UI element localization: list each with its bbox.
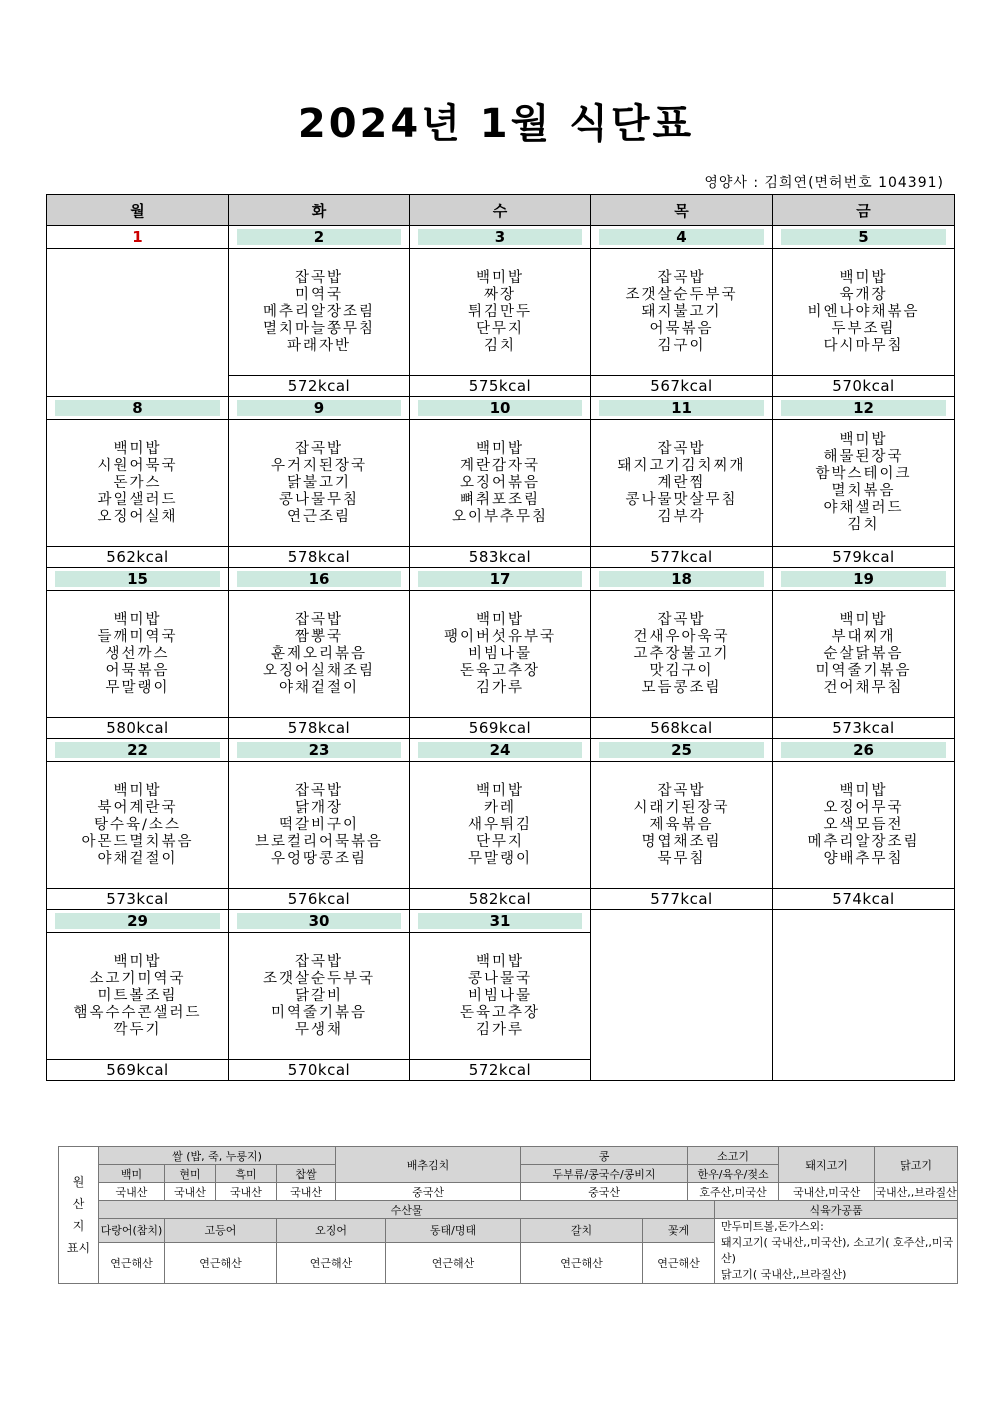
day-number: 2 — [237, 229, 401, 245]
rice-item: 흑미 — [216, 1165, 277, 1183]
menu-item: 함박스테이크 — [815, 466, 912, 482]
rice-item: 백미 — [99, 1165, 165, 1183]
day-date-cell — [591, 568, 773, 591]
weekday-header-row — [47, 195, 955, 226]
day-kcal: 578kcal — [229, 718, 410, 739]
day-menu-cell — [410, 762, 591, 889]
day-menu-cell — [47, 420, 229, 547]
seafood-item: 오징어 — [277, 1219, 386, 1243]
menu-row — [47, 762, 955, 889]
day-date-cell — [47, 910, 229, 933]
menu-item: 김치 — [847, 517, 880, 533]
menu-item: 백미밥 — [839, 782, 888, 799]
rice-value: 국내산 — [99, 1183, 165, 1201]
day-number: 19 — [781, 571, 946, 587]
rice-item: 찹쌀 — [277, 1165, 336, 1183]
menu-item: 훈제오리볶음 — [270, 645, 368, 662]
day-date-cell — [47, 739, 229, 762]
day-kcal: 577kcal — [591, 889, 773, 910]
menu-item: 모듬콩조림 — [641, 679, 722, 696]
menu-item: 아몬드멸치볶음 — [81, 833, 194, 850]
seafood-value: 연근해산 — [521, 1242, 643, 1283]
beef-header: 소고기 — [688, 1147, 779, 1165]
day-menu-cell — [773, 591, 955, 718]
menu-item: 김부각 — [657, 508, 706, 525]
bean-value: 중국산 — [521, 1183, 688, 1201]
menu-item: 백미밥 — [113, 440, 162, 457]
menu-item: 야채겉절이 — [278, 679, 360, 696]
day-kcal: 572kcal — [410, 1060, 591, 1081]
menu-item: 단무지 — [475, 320, 525, 337]
menu-item: 백미밥 — [475, 782, 525, 799]
day-menu-cell — [591, 762, 773, 889]
rice-header: 쌀 (밥, 죽, 누룽지) — [99, 1147, 336, 1165]
rice-value: 국내산 — [277, 1183, 336, 1201]
menu-item: 우거지된장국 — [270, 457, 368, 474]
menu-item: 조갯살순두부국 — [625, 286, 738, 303]
day-number: 22 — [55, 742, 220, 758]
menu-item: 백미밥 — [839, 269, 888, 286]
day-kcal: 570kcal — [773, 376, 955, 397]
menu-item: 무말랭이 — [105, 679, 170, 696]
menu-item: 잡곡밥 — [294, 782, 344, 799]
menu-item: 무말랭이 — [467, 850, 533, 867]
menu-item: 김가루 — [475, 1021, 525, 1038]
day-number: 29 — [55, 913, 220, 929]
menu-item: 고추장불고기 — [633, 645, 730, 662]
day-date-cell — [229, 910, 410, 933]
menu-item: 북어계란국 — [97, 799, 178, 816]
rice-value: 국내산 — [165, 1183, 216, 1201]
day-number: 25 — [599, 742, 764, 758]
kcal-row — [47, 547, 955, 568]
empty-day-cell — [773, 910, 955, 1081]
day-kcal: 575kcal — [410, 376, 591, 397]
day-date-cell — [229, 397, 410, 420]
day-menu-cell — [47, 249, 229, 397]
processed-detail: 만두미트볼,돈가스외: 돼지고기( 국내산,,미국산), 소고기( 호주산,,미국산) 닭고기( 국내산,,브라질산) — [715, 1219, 958, 1284]
menu-item: 백미밥 — [475, 953, 525, 970]
menu-item: 미역줄기볶음 — [270, 1004, 368, 1021]
menu-item: 콩나물무침 — [278, 491, 360, 508]
menu-item: 미역줄기볶음 — [815, 662, 912, 679]
menu-item: 건어채무침 — [823, 679, 904, 696]
day-number: 26 — [781, 742, 946, 758]
menu-item: 튀김만두 — [467, 303, 533, 320]
menu-item: 소고기미역국 — [89, 970, 186, 987]
date-row — [47, 226, 955, 249]
menu-item: 돼지고기김치찌개 — [617, 457, 746, 474]
menu-item: 우엉땅콩조림 — [270, 850, 368, 867]
day-number: 3 — [418, 229, 582, 245]
seafood-value: 연근해산 — [99, 1242, 165, 1283]
menu-item: 백미밥 — [839, 611, 888, 628]
menu-item: 부대찌개 — [831, 628, 896, 645]
menu-item: 메추리알장조림 — [807, 833, 920, 850]
day-number: 18 — [599, 571, 764, 587]
menu-item: 시래기된장국 — [633, 799, 730, 816]
day-date-cell — [229, 739, 410, 762]
menu-item: 햄옥수수콘샐러드 — [73, 1004, 202, 1021]
day-date-cell — [773, 739, 955, 762]
day-number: 4 — [599, 229, 764, 245]
day-menu-cell — [591, 591, 773, 718]
menu-item: 맛김구이 — [649, 662, 714, 679]
day-date-cell — [229, 226, 410, 249]
menu-item: 잡곡밥 — [657, 269, 706, 286]
menu-item: 연근조림 — [286, 508, 352, 525]
menu-item: 백미밥 — [839, 432, 888, 448]
menu-item: 멸치마늘쫑무침 — [262, 320, 376, 337]
day-menu-cell — [773, 762, 955, 889]
menu-item: 백미밥 — [475, 611, 525, 628]
day-menu-cell — [229, 762, 410, 889]
day-kcal: 570kcal — [229, 1060, 410, 1081]
day-date-cell — [410, 568, 591, 591]
menu-item: 야채겉절이 — [97, 850, 178, 867]
menu-item: 제육볶음 — [649, 816, 714, 833]
menu-item: 김구이 — [657, 337, 706, 354]
day-number: 23 — [237, 742, 401, 758]
day-date-cell — [410, 226, 591, 249]
day-menu-cell — [773, 249, 955, 376]
menu-item: 오징어실채 — [97, 508, 178, 525]
menu-item: 짬뽕국 — [294, 628, 344, 645]
day-number: 16 — [237, 571, 401, 587]
menu-item: 메추리알장조림 — [262, 303, 376, 320]
menu-item: 잡곡밥 — [294, 440, 344, 457]
day-number: 10 — [418, 400, 582, 416]
menu-item: 오색모듬전 — [823, 816, 904, 833]
menu-item: 명엽채조림 — [641, 833, 722, 850]
menu-item: 계란찜 — [657, 474, 706, 491]
day-date-cell — [591, 739, 773, 762]
seafood-item: 다랑어(참치) — [99, 1219, 165, 1243]
menu-item: 멸치볶음 — [831, 483, 896, 499]
seafood-value: 연근해산 — [643, 1242, 715, 1283]
day-date-cell — [410, 397, 591, 420]
day-date-cell — [591, 397, 773, 420]
day-menu-cell — [410, 933, 591, 1060]
menu-item: 팽이버섯유부국 — [443, 628, 557, 645]
weekday-mon: 월 — [47, 195, 229, 226]
weekday-thu: 목 — [591, 195, 773, 226]
menu-item: 잡곡밥 — [657, 440, 706, 457]
day-kcal: 569kcal — [410, 718, 591, 739]
menu-item: 미역국 — [294, 286, 344, 303]
origin-table — [58, 1146, 958, 1284]
menu-calendar — [46, 194, 955, 1081]
day-menu-cell — [47, 762, 229, 889]
weekday-tue: 화 — [229, 195, 410, 226]
menu-item: 콩나물국 — [467, 970, 533, 987]
weekday-fri: 금 — [773, 195, 955, 226]
day-kcal: 568kcal — [591, 718, 773, 739]
chicken-value: 국내산,,브라질산 — [875, 1183, 958, 1201]
menu-item: 해물된장국 — [823, 449, 904, 465]
seafood-item: 동태/명태 — [386, 1219, 521, 1243]
day-menu-cell — [773, 420, 955, 547]
menu-item: 양배추무침 — [823, 850, 904, 867]
day-date-cell — [591, 226, 773, 249]
kcal-row — [47, 889, 955, 910]
menu-item: 잡곡밥 — [294, 611, 344, 628]
date-row — [47, 568, 955, 591]
menu-item: 다시마무침 — [823, 337, 904, 354]
day-menu-cell — [229, 249, 410, 376]
day-date-cell — [47, 226, 229, 249]
menu-item: 새우튀김 — [467, 816, 533, 833]
menu-item: 백미밥 — [475, 440, 525, 457]
menu-row — [47, 249, 955, 376]
menu-item: 깍두기 — [113, 1021, 162, 1038]
day-kcal: 574kcal — [773, 889, 955, 910]
menu-item: 잡곡밥 — [294, 269, 344, 286]
menu-item: 김치 — [483, 337, 516, 354]
page-title: 2024년 1월 식단표 — [297, 101, 695, 147]
menu-item: 조갯살순두부국 — [262, 970, 376, 987]
menu-item: 브로컬리어묵볶음 — [254, 833, 384, 850]
seafood-value: 연근해산 — [277, 1242, 386, 1283]
menu-item: 단무지 — [475, 833, 525, 850]
menu-item: 닭갈비 — [294, 987, 344, 1004]
day-kcal: 578kcal — [229, 547, 410, 568]
menu-item: 돈가스 — [113, 474, 162, 491]
menu-item: 육개장 — [839, 286, 888, 303]
menu-item: 묵무침 — [657, 850, 706, 867]
menu-item: 짜장 — [483, 286, 516, 303]
day-date-cell — [410, 910, 591, 933]
rice-item: 현미 — [165, 1165, 216, 1183]
menu-item: 오징어무국 — [823, 799, 904, 816]
day-kcal: 580kcal — [47, 718, 229, 739]
menu-item: 백미밥 — [475, 269, 525, 286]
date-row — [47, 739, 955, 762]
day-date-cell — [773, 397, 955, 420]
menu-item: 비엔나야채볶음 — [807, 303, 920, 320]
seafood-item: 갈치 — [521, 1219, 643, 1243]
menu-item: 탕수육/소스 — [94, 816, 181, 833]
day-menu-cell — [410, 249, 591, 376]
day-number: 8 — [55, 400, 220, 416]
menu-item: 닭개장 — [294, 799, 344, 816]
menu-item: 과일샐러드 — [97, 491, 178, 508]
day-kcal: 573kcal — [47, 889, 229, 910]
seafood-value: 연근해산 — [386, 1242, 521, 1283]
day-number: 24 — [418, 742, 582, 758]
menu-item: 어묵볶음 — [105, 662, 170, 679]
processed-header: 식육가공품 — [715, 1201, 958, 1219]
pork-value: 국내산,미국산 — [779, 1183, 875, 1201]
menu-item: 콩나물맛살무침 — [625, 491, 738, 508]
day-menu-cell — [47, 933, 229, 1060]
day-number: 30 — [237, 913, 401, 929]
day-menu-cell — [47, 591, 229, 718]
menu-item: 어묵볶음 — [649, 320, 714, 337]
chicken-header: 닭고기 — [875, 1147, 958, 1183]
day-menu-cell — [229, 420, 410, 547]
day-kcal: 573kcal — [773, 718, 955, 739]
menu-item: 생선까스 — [105, 645, 170, 662]
day-date-cell — [410, 739, 591, 762]
day-number: 9 — [237, 400, 401, 416]
beef-sub: 한우/육우/젖소 — [688, 1165, 779, 1183]
bean-header: 콩 — [521, 1147, 688, 1165]
day-kcal: 582kcal — [410, 889, 591, 910]
menu-item: 백미밥 — [113, 953, 162, 970]
day-date-cell — [229, 568, 410, 591]
day-kcal: 579kcal — [773, 547, 955, 568]
menu-item: 잡곡밥 — [657, 611, 706, 628]
weekday-wed: 수 — [410, 195, 591, 226]
bean-sub: 두부류/콩국수/콩비지 — [521, 1165, 688, 1183]
menu-item: 오이부추무침 — [451, 508, 549, 525]
kcal-row — [47, 718, 955, 739]
day-date-cell — [773, 226, 955, 249]
day-kcal: 562kcal — [47, 547, 229, 568]
menu-item: 백미밥 — [113, 782, 162, 799]
origin-side-label: 원 산 지 표시 — [59, 1147, 99, 1284]
menu-item: 건새우아욱국 — [633, 628, 730, 645]
menu-item: 잡곡밥 — [657, 782, 706, 799]
day-kcal: 583kcal — [410, 547, 591, 568]
day-kcal: 569kcal — [47, 1060, 229, 1081]
kimchi-header: 배추김치 — [336, 1147, 521, 1183]
menu-row — [47, 591, 955, 718]
dietitian-info: 영양사 : 김희연(면허번호 104391) — [704, 175, 944, 191]
menu-item: 미트볼조림 — [97, 987, 178, 1004]
menu-item: 돈육고추장 — [459, 662, 541, 679]
menu-row — [47, 420, 955, 547]
menu-item: 잡곡밥 — [294, 953, 344, 970]
menu-item: 김가루 — [475, 679, 525, 696]
menu-item: 오징어실채조림 — [262, 662, 376, 679]
menu-item: 야채샐러드 — [823, 500, 904, 516]
day-date-cell — [47, 568, 229, 591]
day-number: 1 — [132, 228, 143, 246]
menu-item: 닭불고기 — [286, 474, 352, 491]
day-menu-cell — [229, 933, 410, 1060]
rice-value: 국내산 — [216, 1183, 277, 1201]
menu-item: 비빔나물 — [467, 645, 533, 662]
menu-item: 오징어볶음 — [459, 474, 541, 491]
day-number: 15 — [55, 571, 220, 587]
day-menu-cell — [591, 249, 773, 376]
day-number: 31 — [418, 913, 582, 929]
menu-item: 백미밥 — [113, 611, 162, 628]
menu-item: 파래자반 — [286, 337, 352, 354]
day-number: 12 — [781, 400, 946, 416]
day-number: 5 — [781, 229, 946, 245]
menu-item: 무생채 — [294, 1021, 344, 1038]
day-date-cell — [47, 397, 229, 420]
day-menu-cell — [410, 420, 591, 547]
day-number: 17 — [418, 571, 582, 587]
beef-value: 호주산,미국산 — [688, 1183, 779, 1201]
kimchi-value: 중국산 — [336, 1183, 521, 1201]
day-kcal: 567kcal — [591, 376, 773, 397]
day-date-cell — [773, 568, 955, 591]
menu-item: 계란감자국 — [459, 457, 541, 474]
menu-item: 돈육고추장 — [459, 1004, 541, 1021]
empty-day-cell — [591, 910, 773, 1081]
menu-item: 돼지불고기 — [641, 303, 722, 320]
day-kcal: 577kcal — [591, 547, 773, 568]
seafood-value: 연근해산 — [165, 1242, 277, 1283]
day-kcal: 576kcal — [229, 889, 410, 910]
seafood-item: 꽃게 — [643, 1219, 715, 1243]
menu-item: 순살닭볶음 — [823, 645, 904, 662]
day-menu-cell — [229, 591, 410, 718]
seafood-header: 수산물 — [99, 1201, 715, 1219]
menu-item: 떡갈비구이 — [278, 816, 360, 833]
seafood-item: 고등어 — [165, 1219, 277, 1243]
day-kcal: 572kcal — [229, 376, 410, 397]
day-number: 11 — [599, 400, 764, 416]
date-row — [47, 397, 955, 420]
menu-item: 뼈취포조림 — [459, 491, 541, 508]
menu-item: 카레 — [483, 799, 516, 816]
menu-item: 두부조림 — [831, 320, 896, 337]
pork-header: 돼지고기 — [779, 1147, 875, 1183]
date-row — [47, 910, 955, 933]
day-menu-cell — [591, 420, 773, 547]
menu-item: 들깨미역국 — [97, 628, 178, 645]
menu-item: 비빔나물 — [467, 987, 533, 1004]
menu-item: 시원어묵국 — [97, 457, 178, 474]
day-menu-cell — [410, 591, 591, 718]
